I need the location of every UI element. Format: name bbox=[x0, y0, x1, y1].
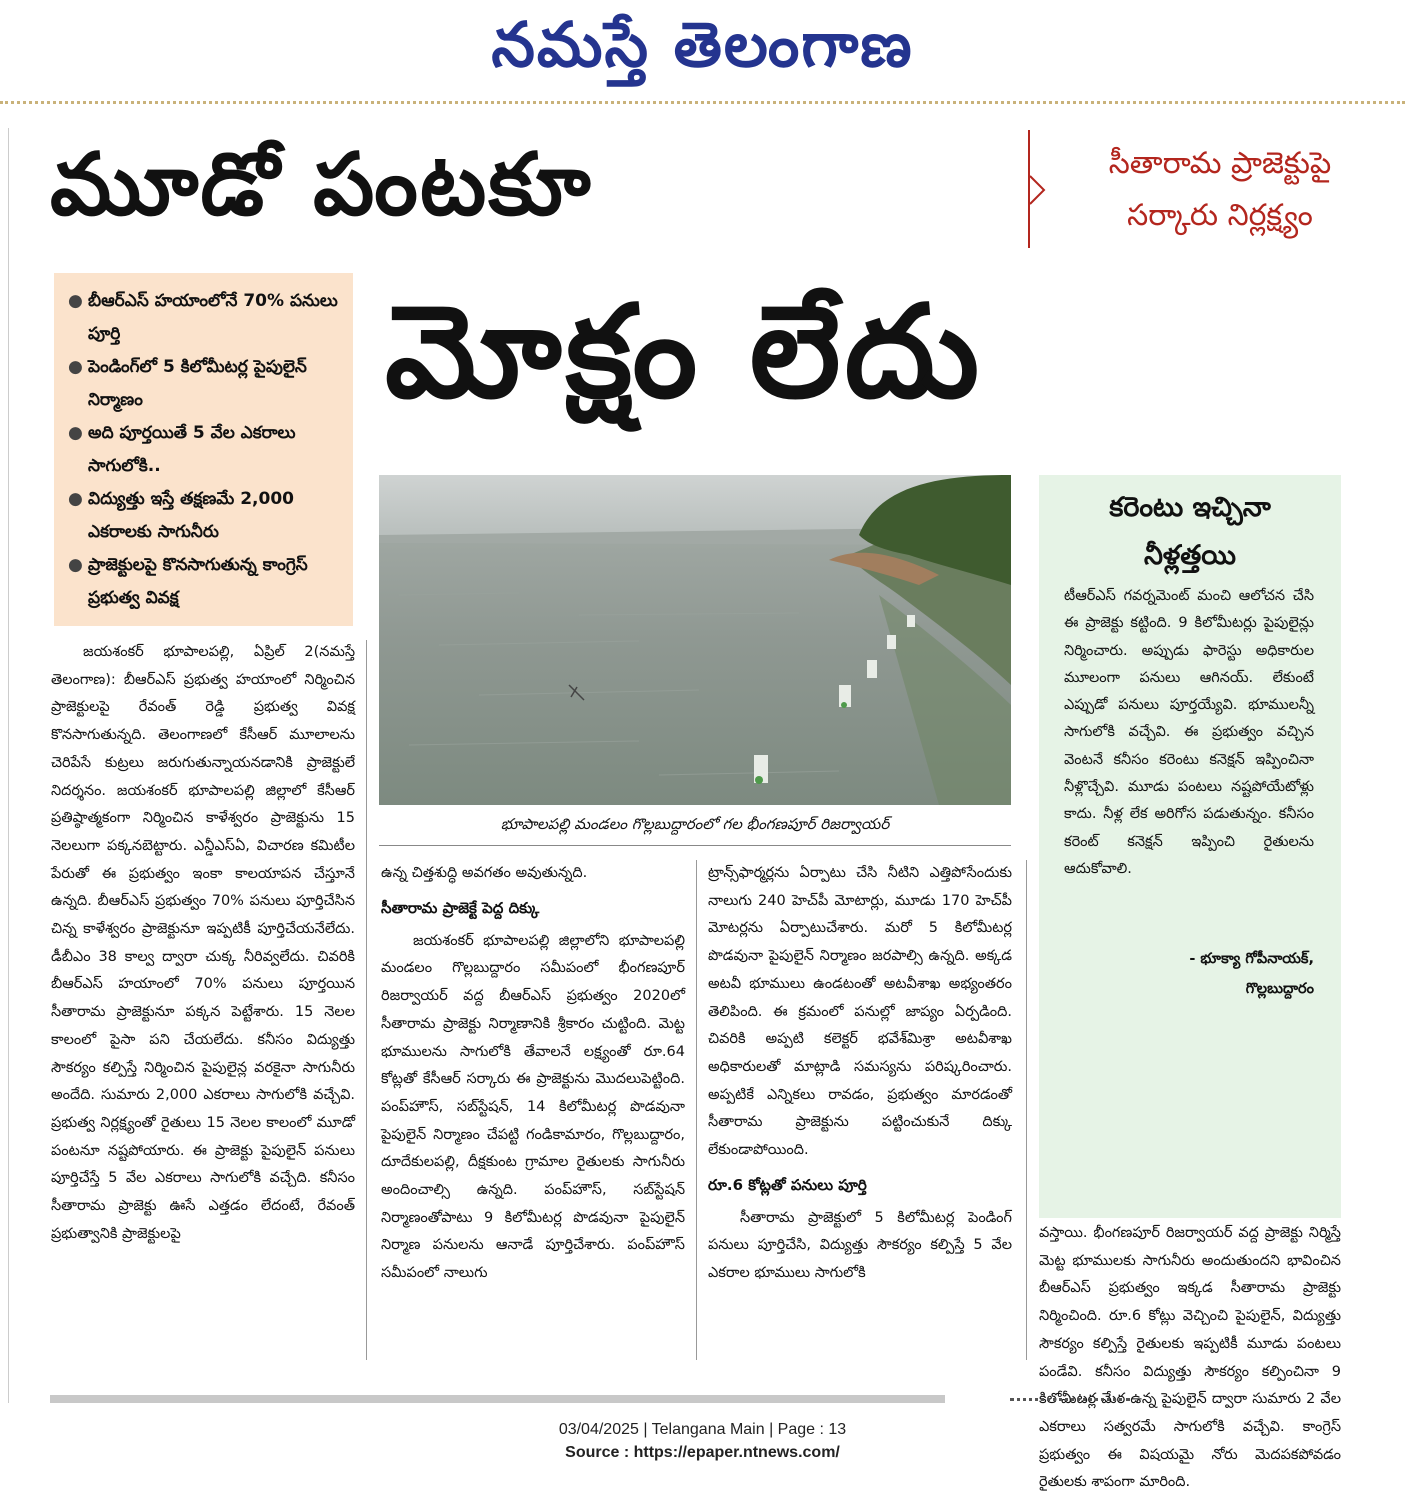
column-divider bbox=[696, 860, 697, 1360]
article-paragraph: ఉన్న చిత్తశుద్ధి అవగతం అవుతున్నది. bbox=[381, 865, 588, 881]
masthead-divider bbox=[0, 101, 1405, 104]
bullet-icon: ● bbox=[68, 291, 83, 311]
highlight-item: ● అది పూర్తయితే 5 వేల ఎకరాలు సాగులోకి.. bbox=[68, 417, 343, 483]
footer-edition-info: 03/04/2025 | Telangana Main | Page : 13 bbox=[558, 1421, 847, 1438]
article-column-4 bbox=[1039, 1220, 1341, 1491]
kicker-line-1: సీతారామ ప్రాజెక్టుపై bbox=[1108, 146, 1332, 181]
article-subheading: సీతారామ ప్రాజెక్టే పెద్ద దిక్కు bbox=[381, 898, 540, 917]
highlight-item: ● విద్యుత్తు ఇస్తే తక్షణమే 2,000 ఎకరాలకు సాగునీరు bbox=[68, 483, 343, 549]
bullet-icon: ● bbox=[68, 489, 83, 509]
article-column-1 bbox=[51, 639, 355, 1361]
sidebar-sign-name: - భూక్యా గోపీనాయక్, bbox=[1189, 951, 1314, 967]
kicker-line-2: సర్కారు నిర్లక్ష్యం bbox=[1127, 198, 1313, 233]
article-subheading: రూ.6 కోట్లతో పనులు పూర్తి bbox=[708, 1175, 867, 1194]
bullet-icon: ● bbox=[68, 423, 83, 443]
article-paragraph: సీతారామ ప్రాజెక్టులో 5 కిలోమీటర్ల పెండింగ్ పనులు పూర్తిచేసి, విద్యుత్తు సౌకర్యం కల్పిస్తే 5 వేల ఎకరాల భూములు సాగులోకి bbox=[708, 1209, 1012, 1282]
next-article-strip bbox=[50, 1395, 945, 1403]
sidebar-body: టీఆర్ఎస్ గవర్నమెంట్ మంచి ఆలోచన చేసి ఈ ప్రాజెక్టు కట్టింది. 9 కిలోమీటర్లు పైపులైన్లు నిర్మించారు. అప్పుడు ఫారెస్టు అధికారుల మూలంగా పనులు ఆగినయ్. లేకుంటే ఎప్పుడో పనులు పూర్తయ్యేవి. భూములన్నీ సాగులోకి వచ్చేవి. ఈ ప్రభుత్వం వచ్చిన వెంటనే కనీసం కరెంటు కనెక్షన్ ఇప్పించినా నీళ్లొచ్చేవి. మూడు పంటలు నష్టపోయేటోళ్లు కాదు. నీళ్ల లేక అరిగోస పడుతున్నం. కనీసం కరెంట్ కనెక్షన్ ఇప్పించి రైతులను ఆదుకోవాలి. bbox=[1064, 588, 1314, 877]
kicker-chevron-icon bbox=[1030, 176, 1044, 204]
sidebar-title bbox=[1039, 484, 1341, 580]
headline-line-1: మూడో పంటకూ bbox=[50, 135, 593, 235]
masthead bbox=[0, 0, 1405, 100]
article-column-3 bbox=[708, 860, 1012, 1361]
column-divider bbox=[366, 640, 367, 1360]
kicker bbox=[1060, 138, 1380, 242]
headline-line-2: మోక్షం లేదు bbox=[385, 278, 984, 427]
sidebar-sign-place: గొల్లబుద్దారం bbox=[1245, 981, 1314, 997]
article-paragraph: జయశంకర్ భూపాలపల్లి, ఏప్రిల్ 2(నమస్తే తెలంగాణ): బీఆర్ఎస్ ప్రభుత్వ హయాంలో నిర్మించిన ప్రాజెక్టులపై రేవంత్ రెడ్డి ప్రభుత్వ వివక్ష కొనసాగుతున్నది. తెలంగాణలో కేసీఆర్ మూలాలను చెరిపేసే కుట్రలు జరుగుతున్నాయనడానికి ప్రాజెక్టులే నిదర్శనం. జయశంకర్ భూపాలపల్లి జిల్లాలో కేసీఆర్ ప్రతిష్ఠాత్మకంగా నిర్మించిన కాళేశ్వరం ప్రాజెక్టును 15 నెలలుగా పక్కనబెట్టారు. ఎన్డీఎస్ఏ, విచారణ కమిటీల పేరుతో ఈ ప్రభుత్వం ఇంకా కాలయాపన చేస్తూనే ఉన్నది. బీఆర్ఎస్ ప్రభుత్వం 70% పనులు పూర్తిచేసిన చిన్న కాళేశ్వరం ప్రాజెక్టునూ ఇప్పటికీ పూర్తిచేయనేలేదు. డీబీఎం 38 కాల్వ ద్వారా చుక్క నీరివ్వలేదు. చివరికి బీఆర్ఎస్ హయాంలో 70% పనులు పూర్తయిన సీతారామ ప్రాజెక్టునూ పక్కన పెట్టేశారు. 15 నెలల కాలంలో పైసా పని చేయలేదు. కనీసం విద్యుత్తు సౌకర్యం కల్పిస్తే నిర్మించిన పైపులైన్ల వరకైనా సాగునీరు అందేది. సుమారు 2,000 ఎకరాలు సాగులోకి వచ్చేవి. ప్రభుత్వ నిర్లక్ష్యంతో రైతులు 15 నెలల కాలంలో మూడో పంటనూ నష్టపోయారు. ఈ ప్రాజెక్టు పైపులైన్ పనులు పూర్తిచేస్తే 5 వేల ఎకరాలు సాగులోకి వచ్చేది. కనీసం సీతారామ ప్రాజెక్టు ఊసే ఎత్తడం లేదంటే, రేవంత్ ప్రభుత్వానికి ప్రాజెక్టులపై bbox=[51, 644, 355, 1242]
highlight-item: ● పెండింగ్‌లో 5 కిలోమీటర్ల పైపులైన్ నిర్మాణం bbox=[68, 351, 343, 417]
photo-caption: భూపాలపల్లి మండలం గొల్లబుద్దారంలో గల భీంగణపూర్ రిజర్వాయర్ bbox=[500, 815, 890, 833]
column-divider bbox=[1026, 860, 1027, 1360]
bullet-icon: ● bbox=[68, 555, 83, 575]
article-paragraph: ట్రాన్స్‌ఫార్మర్లను ఏర్పాటు చేసి నీటిని ఎత్తిపోసేందుకు నాలుగు 240 హెచ్‌పీ మోటార్లు, మూడు 170 హెచ్‌పీ మోటర్లను ఏర్పాటుచేశారు. మరో 5 కిలోమీటర్ల పొడవునా పైపులైన్ నిర్మాణం జరపాల్సి ఉన్నది. అక్కడ అటవీ భూములు ఉండటంతో అటవీశాఖ అభ్యంతరం తెలిపింది. ఈ క్రమంలో పనుల్లో జాప్యం ఏర్పడింది. చివరికి అప్పటి కలెక్టర్ భవేశ్‌మిశ్రా అటవీశాఖ అధికారులతో మాట్లాడి సమస్యను పరిష్కరించారు. అప్పటికే ఎన్నికలు రావడం, ప్రభుత్వం మారడంతో సీతారామ ప్రాజెక్టును పట్టించుకునే దిక్కు లేకుండాపోయింది. bbox=[708, 865, 1012, 1159]
article-column-2 bbox=[381, 860, 685, 1361]
article-paragraph: జయశంకర్ భూపాలపల్లి జిల్లాలోని భూపాలపల్లి మండలం గొల్లబుద్దారం సమీపంలో భీంగణపూర్ రిజర్వాయర్ వద్ద బీఆర్ఎస్ ప్రభుత్వం 2020లో సీతారామ ప్రాజెక్టు నిర్మాణానికి శ్రీకారం చుట్టింది. మెట్ట భూములను సాగులోకి తేవాలనే లక్ష్యంతో రూ.64 కోట్లతో కేసీఆర్ సర్కారు ఈ ప్రాజెక్టును మొదలుపెట్టింది. పంప్‌హౌస్, సబ్‌స్టేషన్, 14 కిలోమీటర్ల పొడవునా పైపులైన్ నిర్మాణం చేపట్టి గండికామారం, గొల్లబుద్దారం, దూదేకులపల్లి, దీక్షకుంట గ్రామాల రైతులకు సాగునీరు అందించాల్సి ఉన్నది. పంప్‌హౌస్, సబ్‌స్టేషన్ నిర్మాణంతోపాటు 9 కిలోమీటర్ల పొడవునా పైపులైన్ నిర్మాణ పనులను ఆనాడే పూర్తిచేశారు. పంప్‌హౌస్ సమీపంలో నాలుగు bbox=[381, 932, 685, 1282]
sidebar-signature bbox=[1064, 944, 1314, 1004]
sidebar-title-line-2: నీళ్లత్తయి bbox=[1143, 540, 1237, 571]
reservoir-photo bbox=[379, 475, 1011, 805]
bullet-icon: ● bbox=[68, 357, 83, 377]
page-edge bbox=[0, 128, 9, 1403]
highlight-item: ● బీఆర్ఎస్ హయాంలోనే 70% పనులు పూర్తి bbox=[68, 285, 343, 351]
next-article-fragment bbox=[1010, 1398, 1130, 1405]
sidebar-title-line-1: కరెంటు ఇచ్చినా bbox=[1109, 492, 1271, 523]
highlights-box bbox=[54, 273, 353, 626]
caption-divider bbox=[379, 845, 1011, 846]
article-paragraph: వస్తాయి. భీంగణపూర్ రిజర్వాయర్ వద్ద ప్రాజెక్టు నిర్మిస్తే మెట్ట భూములకు సాగునీరు అందుతుందని భావించిన బీఆర్ఎస్ ప్రభుత్వం ఇక్కడ సీతారామ ప్రాజెక్టు నిర్మించింది. రూ.6 కోట్లు వెచ్చించి పైపులైన్, విద్యుత్తు సౌకర్యం కల్పిస్తే రైతులకు ఇప్పటికీ మూడు పంటలు పండేవి. కనీసం విద్యుత్తు సౌకర్యం కల్పించినా 9 కిలోమీటర్ల మేర ఉన్న పైపులైన్ ద్వారా సుమారు 2 వేల ఎకరాలు సత్వరమే సాగులోకి వచ్చేవి. కాంగ్రెస్ ప్రభుత్వం ఈ విషయమై నోరు మెదపకపోవడం రైతులకు శాపంగా మారింది. bbox=[1039, 1225, 1341, 1491]
footer-source: Source : https://epaper.ntnews.com/ bbox=[565, 1444, 840, 1461]
newspaper-logo: నమస్తే తెలంగాణ bbox=[491, 8, 914, 81]
highlight-item: ● ప్రాజెక్టులపై కొనసాగుతున్న కాంగ్రెస్ ప్రభుత్వ వివక్ష bbox=[68, 549, 343, 615]
